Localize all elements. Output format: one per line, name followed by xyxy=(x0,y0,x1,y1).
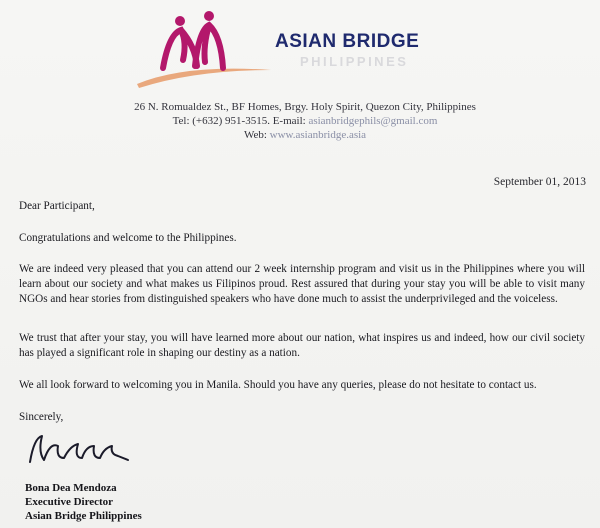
tel-label: Tel: (+632) 951-3515. E-mail: xyxy=(172,115,309,127)
web-line xyxy=(90,129,520,141)
email-link[interactable]: asianbridgephils@gmail.com xyxy=(308,115,438,127)
web-label: Web: xyxy=(243,129,270,141)
paragraph-2: We are indeed very pleased that you can attend our 2 week internship program and visit us in the Philippines where you will learn about our society and what makes us Filipinos proud. Rest assured that during your stay you will be able to visit many NGOs and hear stories from distinguished speakers who have done much to assist the underprivileged and the voiceless. xyxy=(19,263,585,306)
paragraph-3: We trust that after your stay, you will have learned more about our nation, what inspires us and indeed, how our civil society has played a significant role in shaping our destiny as a nation. xyxy=(19,332,585,360)
address-line: 26 N. Romualdez St., BF Homes, Brgy. Holy Spirit, Quezon City, Philippines xyxy=(134,101,476,113)
web-link[interactable]: www.asianbridge.asia xyxy=(269,129,367,141)
letter-date: September 01, 2013 xyxy=(493,176,586,188)
signer-name: Bona Dea Mendoza xyxy=(25,482,117,494)
asian-bridge-logo-icon xyxy=(125,6,275,92)
paragraph-1: Congratulations and welcome to the Philippines. xyxy=(19,232,237,244)
signer-title: Executive Director xyxy=(25,496,114,508)
closing: Sincerely, xyxy=(19,411,64,423)
signer-org: Asian Bridge Philippines xyxy=(25,510,142,522)
contact-line xyxy=(90,115,520,127)
paragraph-4: We all look forward to welcoming you in Manila. Should you have any queries, please do not hesitate to contact us. xyxy=(19,379,537,391)
org-name: ASIAN BRIDGE xyxy=(275,31,420,52)
org-subtitle: PHILIPPINES xyxy=(300,54,409,69)
salutation: Dear Participant, xyxy=(19,200,95,212)
handwritten-signature-icon xyxy=(24,424,134,468)
